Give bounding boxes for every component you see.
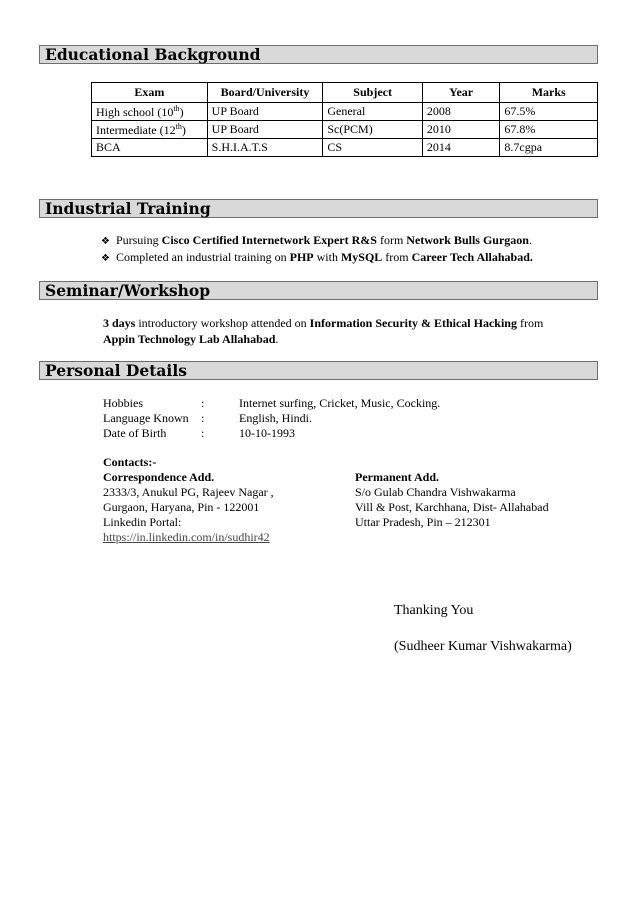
- hobbies-value: Internet surfing, Cricket, Music, Cocking.: [239, 396, 441, 410]
- section-header-seminar: [39, 281, 598, 300]
- column-header: Board/University: [207, 83, 323, 103]
- table-cell-exam: BCA: [92, 139, 208, 157]
- diamond-bullet-icon: ❖: [101, 236, 110, 247]
- table-cell-exam: High school (10th): [92, 103, 208, 121]
- closing-name: (Sudheer Kumar Vishwakarma): [394, 639, 572, 654]
- table-cell-year: 2008: [422, 103, 499, 121]
- contacts-label: Contacts:-: [103, 455, 157, 469]
- section-title: Personal Details: [45, 361, 187, 380]
- colon: :: [201, 396, 205, 410]
- hobbies-label: Hobbies: [103, 396, 143, 410]
- diamond-bullet-icon: ❖: [101, 253, 110, 264]
- column-header: Year: [422, 83, 499, 103]
- correspondence-title: Correspondence Add.: [103, 470, 215, 484]
- permanent-line-3: Uttar Pradesh, Pin – 212301: [355, 515, 491, 529]
- correspondence-line-2: Gurgaon, Haryana, Pin - 122001: [103, 500, 260, 514]
- table-cell-subject: CS: [323, 139, 423, 157]
- dob-value: 10-10-1993: [239, 426, 295, 440]
- seminar-line-2: Appin Technology Lab Allahabad.: [103, 332, 279, 346]
- section-title: Seminar/Workshop: [45, 281, 211, 300]
- section-title: Educational Background: [45, 45, 261, 64]
- table-cell-marks: 67.5%: [500, 103, 598, 121]
- training-bullet-2: ❖ Completed an industrial training on PHP with MySQL from Career Tech Allahabad.: [101, 250, 533, 264]
- permanent-line-2: Vill & Post, Karchhana, Dist- Allahabad: [355, 500, 549, 514]
- table-row: [92, 139, 598, 157]
- language-label: Language Known: [103, 411, 189, 425]
- colon: :: [201, 411, 205, 425]
- education-table: [91, 82, 598, 157]
- permanent-line-1: S/o Gulab Chandra Vishwakarma: [355, 485, 516, 499]
- table-cell-exam: Intermediate (12th): [92, 121, 208, 139]
- linkedin-label: Linkedin Portal:: [103, 515, 182, 529]
- section-header-education: [39, 45, 598, 64]
- section-title: Industrial Training: [45, 199, 211, 218]
- table-cell-marks: 8.7cgpa: [500, 139, 598, 157]
- table-row: [92, 121, 598, 139]
- table-cell-year: 2014: [422, 139, 499, 157]
- linkedin-link[interactable]: https://in.linkedin.com/in/sudhir42: [103, 530, 270, 544]
- correspondence-line-1: 2333/3, Anukul PG, Rajeev Nagar ,: [103, 485, 274, 499]
- table-cell-board: S.H.I.A.T.S: [207, 139, 323, 157]
- table-cell-marks: 67.8%: [500, 121, 598, 139]
- closing-thanks: Thanking You: [394, 603, 474, 618]
- section-header-personal: [39, 361, 598, 380]
- table-cell-subject: General: [323, 103, 423, 121]
- column-header: Marks: [500, 83, 598, 103]
- column-header: Exam: [92, 83, 208, 103]
- table-cell-board: UP Board: [207, 103, 323, 121]
- permanent-title: Permanent Add.: [355, 470, 439, 484]
- table-cell-board: UP Board: [207, 121, 323, 139]
- section-header-training: [39, 199, 598, 218]
- table-cell-year: 2010: [422, 121, 499, 139]
- language-value: English, Hindi.: [239, 411, 313, 425]
- column-header: Subject: [323, 83, 423, 103]
- seminar-line-1: 3 days introductory workshop attended on Information Security & Ethical Hacking from: [103, 316, 544, 330]
- dob-label: Date of Birth: [103, 426, 167, 440]
- table-row: [92, 103, 598, 121]
- training-bullet-1: ❖ Pursuing Cisco Certified Internetwork Expert R&S form Network Bulls Gurgaon.: [101, 233, 532, 247]
- table-cell-subject: Sc(PCM): [323, 121, 423, 139]
- colon: :: [201, 426, 205, 440]
- table-header-row: [92, 83, 598, 103]
